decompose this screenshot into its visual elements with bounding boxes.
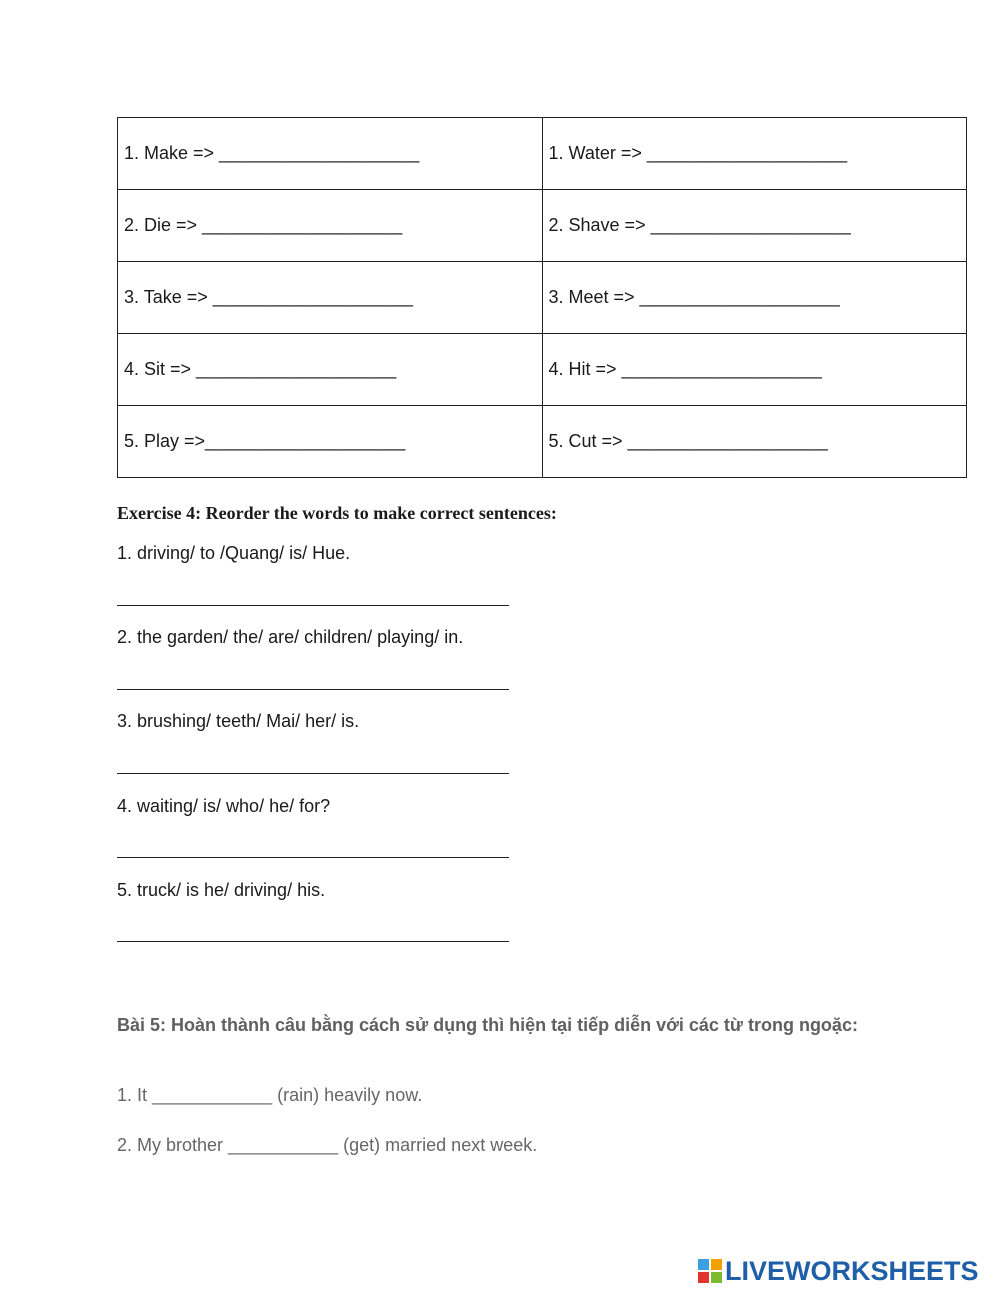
table-cell-left[interactable]: 1. Make => ____________________ (118, 118, 543, 190)
table-row (118, 118, 967, 190)
bai-5-question-1: 1. It ____________ (rain) heavily now. (117, 1085, 423, 1105)
answer-line-3[interactable] (117, 773, 509, 774)
liveworksheets-logo (698, 1256, 979, 1286)
table-cell-right[interactable]: 3. Meet => ____________________ (542, 262, 967, 334)
table-cell-right[interactable]: 5. Cut => ____________________ (542, 406, 967, 478)
answer-line-1[interactable] (117, 605, 509, 606)
bai-5-question-2: 2. My brother ___________ (get) married next week. (117, 1135, 538, 1155)
answer-line-2[interactable] (117, 689, 509, 690)
table-row (118, 190, 967, 262)
exercise-4-question-1: 1. driving/ to /Quang/ is/ Hue. (117, 543, 351, 563)
logo-icon (698, 1259, 722, 1283)
table-cell-right[interactable]: 4. Hit => ____________________ (542, 334, 967, 406)
table-cell-left[interactable]: 3. Take => ____________________ (118, 262, 543, 334)
table-cell-left[interactable]: 4. Sit => ____________________ (118, 334, 543, 406)
table-row (118, 406, 967, 478)
answer-line-4[interactable] (117, 857, 509, 858)
logo-text: LIVEWORKSHEETS (725, 1255, 979, 1286)
table-cell-right[interactable]: 2. Shave => ____________________ (542, 190, 967, 262)
practice-table (117, 117, 967, 478)
answer-line-5[interactable] (117, 941, 509, 942)
table-row (118, 262, 967, 334)
table-row (118, 334, 967, 406)
exercise-4-question-4: 4. waiting/ is/ who/ he/ for? (117, 796, 331, 816)
exercise-4-heading: Exercise 4: Reorder the words to make correct sentences: (117, 503, 557, 523)
exercise-4-question-3: 3. brushing/ teeth/ Mai/ her/ is. (117, 711, 360, 731)
table-cell-right[interactable]: 1. Water => ____________________ (542, 118, 967, 190)
exercise-4-question-5: 5. truck/ is he/ driving/ his. (117, 880, 326, 900)
bai-5-heading: Bài 5: Hoàn thành câu bằng cách sử dụng thì hiện tại tiếp diễn với các từ trong ngoặc: (117, 1015, 858, 1035)
exercise-4-question-2: 2. the garden/ the/ are/ children/ playing/ in. (117, 627, 464, 647)
table-cell-left[interactable]: 5. Play =>____________________ (118, 406, 543, 478)
table-cell-left[interactable]: 2. Die => ____________________ (118, 190, 543, 262)
